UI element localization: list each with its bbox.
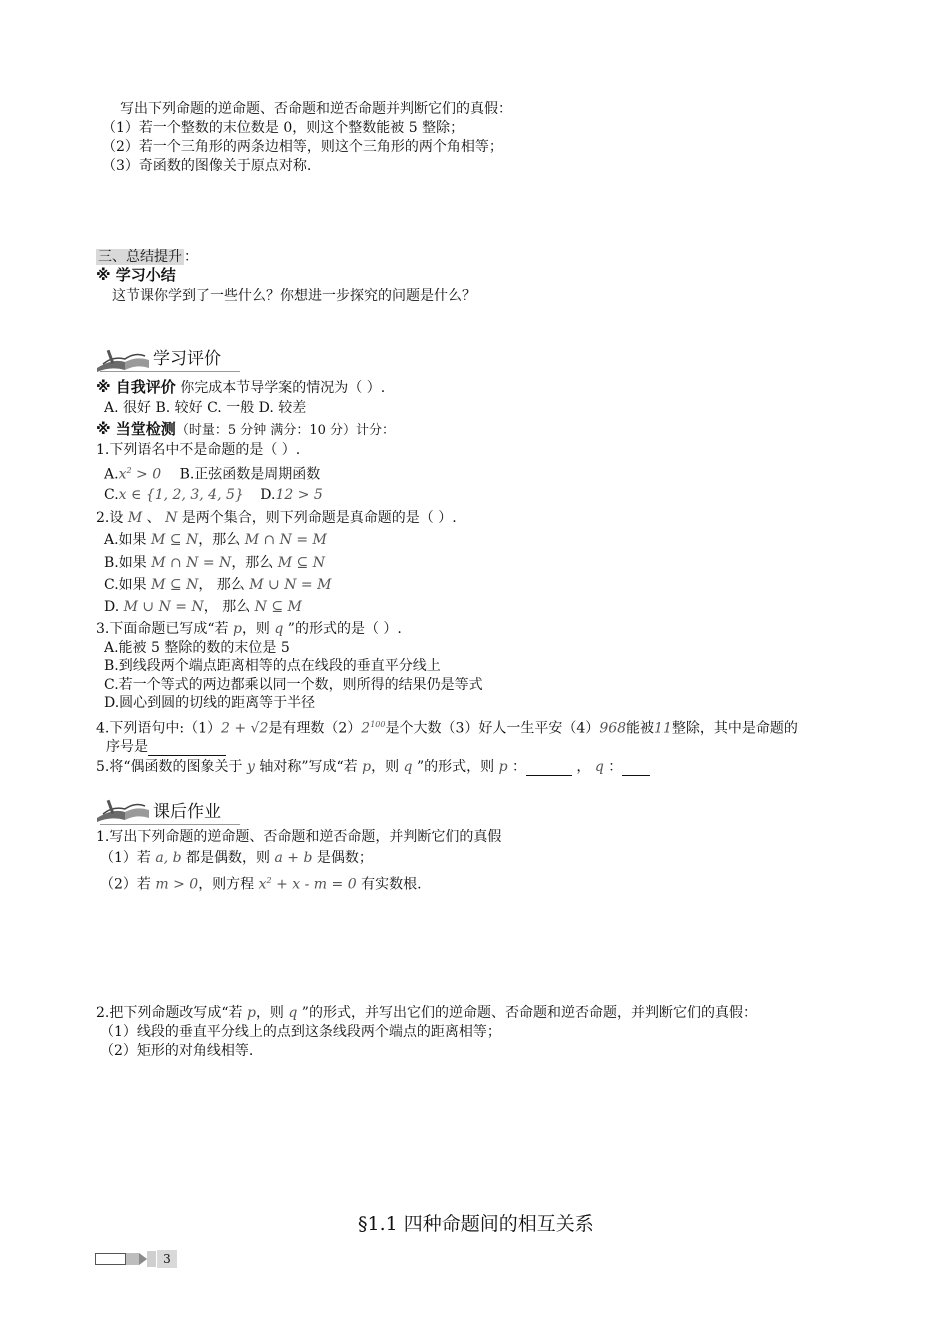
book-icon	[95, 346, 151, 372]
q4-line-1	[96, 716, 798, 738]
q4-expr-2: 2	[361, 720, 371, 737]
q5-q: q	[403, 759, 413, 775]
hw-2-p: p	[246, 1005, 256, 1021]
q5-p: p	[362, 759, 372, 775]
homework-q2	[96, 1004, 757, 1022]
self-eval-label: ※ 自我评价	[96, 378, 176, 396]
q2-a-cond: M ⊆ N	[151, 532, 199, 548]
q4-expr-4: 11	[654, 720, 672, 737]
q4-expr-2-sup: 100	[370, 720, 386, 729]
q1-d-label: D.	[260, 487, 276, 503]
q2-stem-post: 是两个集合，则下列命题是真命题的是（ ）.	[177, 510, 457, 526]
q3-option-b: B.到线段两个端点距离相等的点在线段的垂直平分线上	[104, 658, 441, 674]
q3-stem-pre: 3.下面命题已写成“若	[96, 621, 233, 637]
q3-p: p	[232, 621, 242, 637]
summary-text: 这节课你学到了一些什么？你想进一步探究的问题是什么？	[112, 288, 476, 304]
self-eval-options: A. 很好 B. 较好 C. 一般 D. 较差	[104, 400, 307, 416]
q4-text-2: 是个大数（3）好人一生平安（4）	[385, 720, 600, 737]
q5-q2: q	[594, 759, 604, 775]
homework-header-rule	[100, 824, 240, 825]
q2-option-c	[104, 576, 331, 594]
hw-2-mid: ，则	[255, 1005, 289, 1021]
q5-sep: ，	[571, 759, 595, 775]
footer-arrow-icon	[95, 1250, 157, 1268]
q1-a-math: x	[118, 466, 127, 483]
intro-item-2: （2）若一个三角形的两条边相等，则这个三角形的两个角相等；	[102, 139, 503, 155]
q4-expr-3: 968	[599, 720, 627, 737]
q5-line	[96, 758, 650, 776]
homework-q1: 1.写出下列命题的逆命题、否命题和逆否命题，并判断它们的真假	[96, 829, 502, 845]
q2-a-mid: ，那么	[198, 532, 245, 548]
q2-c-result: M ∪ N = M	[249, 577, 332, 593]
q2-d-pre: D.	[104, 599, 124, 615]
page-number: 3	[157, 1250, 177, 1268]
q5-q-blank[interactable]	[622, 761, 650, 776]
q5-mid3: ”的形式，则	[412, 759, 499, 775]
self-eval-line	[96, 378, 385, 397]
q2-stem-pre: 2.设	[96, 510, 128, 526]
q1-option-cd-line	[104, 486, 323, 504]
homework-q1-item-1	[100, 849, 373, 867]
q2-option-a	[104, 531, 327, 549]
homework-q2-item-1: （1）线段的垂直平分线上的点到这条线段两个端点的距离相等；	[100, 1024, 501, 1040]
eval-header-rule	[100, 371, 240, 372]
homework-header: 课后作业	[153, 802, 221, 822]
q2-d-result: N ⊆ M	[254, 599, 302, 615]
intro-question: 写出下列命题的逆命题、否命题和逆否命题并判断它们的真假：	[120, 101, 512, 117]
page-footer	[95, 1250, 179, 1270]
summary-subheading: ※ 学习小结	[96, 266, 176, 284]
homework-q2-item-2: （2）矩形的对角线相等.	[100, 1043, 254, 1059]
q5-y: y	[246, 759, 255, 775]
summary-heading-text: 三、总结提升	[98, 249, 182, 265]
q4-text-4: 整除，其中是命题的	[671, 720, 798, 737]
test-line	[96, 420, 395, 440]
next-section-title: §1.1 四种命题间的相互关系	[358, 1213, 594, 1235]
q1-stem: 1.下列语名中不是命题的是（ ）.	[96, 442, 301, 458]
q3-option-d: D.圆心到圆的切线的距离等于半径	[104, 695, 316, 711]
summary-heading-colon: ：	[184, 249, 198, 265]
summary-heading	[96, 248, 198, 266]
q1-c-math: x ∈ {1, 2, 3, 4, 5}	[118, 487, 244, 503]
q1-option-b: B.正弦函数是周期函数	[179, 466, 321, 483]
q1-a-label: A.	[104, 466, 119, 483]
q1-a-sup: 2	[126, 466, 132, 475]
q5-mid: 轴对称”写成“若	[254, 759, 363, 775]
hw-1-1-pre: （1）若	[100, 850, 156, 866]
intro-item-3: （3）奇函数的图像关于原点对称.	[102, 158, 312, 174]
hw-2-post: ”的形式，并写出它们的逆命题、否命题和逆否命题，并判断它们的真假：	[297, 1005, 757, 1021]
test-label: ※ 当堂检测	[96, 420, 176, 438]
hw-1-2-sup: 2	[266, 876, 272, 885]
q4-text-1: 是有理数（2）	[268, 720, 362, 737]
hw-1-2-m2: x	[258, 876, 267, 893]
q1-d-math: 12 > 5	[275, 487, 323, 503]
q2-option-d	[104, 598, 302, 616]
q4-answer-label: 序号是	[106, 739, 148, 755]
q4-pre: 4.下列语句中:（1）	[96, 720, 221, 737]
q4-answer-blank[interactable]	[148, 741, 226, 756]
hw-1-2-post: 有实数根.	[356, 876, 422, 893]
hw-1-2-pre: （2）若	[100, 876, 156, 893]
q2-b-pre: B.如果	[104, 555, 152, 571]
hw-1-2-m1: m > 0	[155, 876, 199, 893]
q5-p2: p	[498, 759, 508, 775]
q5-mid2: ，则	[371, 759, 404, 775]
q5-mid5: ：	[603, 759, 623, 775]
q5-mid4: ：	[507, 759, 526, 775]
book-icon	[95, 796, 151, 822]
q4-text-3: 能被	[626, 720, 655, 737]
hw-1-2-m3: + x - m = 0	[271, 876, 357, 893]
q2-d-cond: M ∪ N = N	[123, 599, 204, 615]
q4-expr-1: 2 + √2	[220, 720, 269, 737]
q3-option-c: C.若一个等式的两边都乘以同一个数，则所得的结果仍是等式	[104, 677, 483, 693]
test-meta: （时量：5 分钟 满分：10 分）计分：	[175, 423, 396, 438]
q2-c-cond: M ⊆ N	[151, 577, 199, 593]
q2-a-result: M ∩ N = M	[244, 532, 327, 548]
hw-2-q: q	[288, 1005, 298, 1021]
q1-c-label: C.	[104, 487, 119, 503]
eval-header: 学习评价	[153, 349, 221, 369]
q1-a-rest: > 0	[131, 466, 162, 483]
q5-pre: 5.将“偶函数的图象关于	[96, 759, 247, 775]
q2-b-result: M ⊆ N	[277, 555, 325, 571]
q1-option-a-line	[104, 462, 320, 484]
q2-stem	[96, 509, 457, 527]
q2-c-pre: C.如果	[104, 577, 152, 593]
hw-1-2-mid: ，则方程	[198, 876, 259, 893]
intro-item-1: （1）若一个整数的末位数是 0，则这个整数能被 5 整除；	[102, 120, 465, 136]
q2-a-pre: A.如果	[104, 532, 152, 548]
hw-1-1-post: 是偶数；	[312, 850, 373, 866]
q2-d-mid: ， 那么	[203, 599, 255, 615]
q2-b-cond: M ∩ N = N	[151, 555, 232, 571]
q2-stem-mid: 、	[142, 510, 166, 526]
q2-option-b	[104, 554, 325, 572]
q2-stem-m: M	[127, 510, 143, 526]
q2-stem-n: N	[165, 510, 178, 526]
hw-1-1-mid: 都是偶数，则	[181, 850, 275, 866]
self-eval-text: 你完成本节导学案的情况为（ ）.	[180, 380, 386, 396]
q2-b-mid: ，那么	[231, 555, 278, 571]
q3-option-a: A.能被 5 整除的数的末位是 5	[104, 640, 290, 656]
q3-stem	[96, 620, 402, 638]
hw-2-pre: 2.把下列命题改写成“若	[96, 1005, 247, 1021]
hw-1-1-m2: a + b	[274, 850, 313, 866]
q3-stem-mid: ，则	[241, 621, 275, 637]
homework-q1-item-2	[100, 872, 422, 894]
q5-p-blank[interactable]	[526, 761, 572, 776]
q4-line-2	[106, 738, 226, 756]
q2-c-mid: ， 那么	[198, 577, 250, 593]
hw-1-1-m1: a, b	[155, 850, 182, 866]
q3-stem-post: ”的形式的是（ ）.	[283, 621, 402, 637]
q3-q: q	[274, 621, 284, 637]
